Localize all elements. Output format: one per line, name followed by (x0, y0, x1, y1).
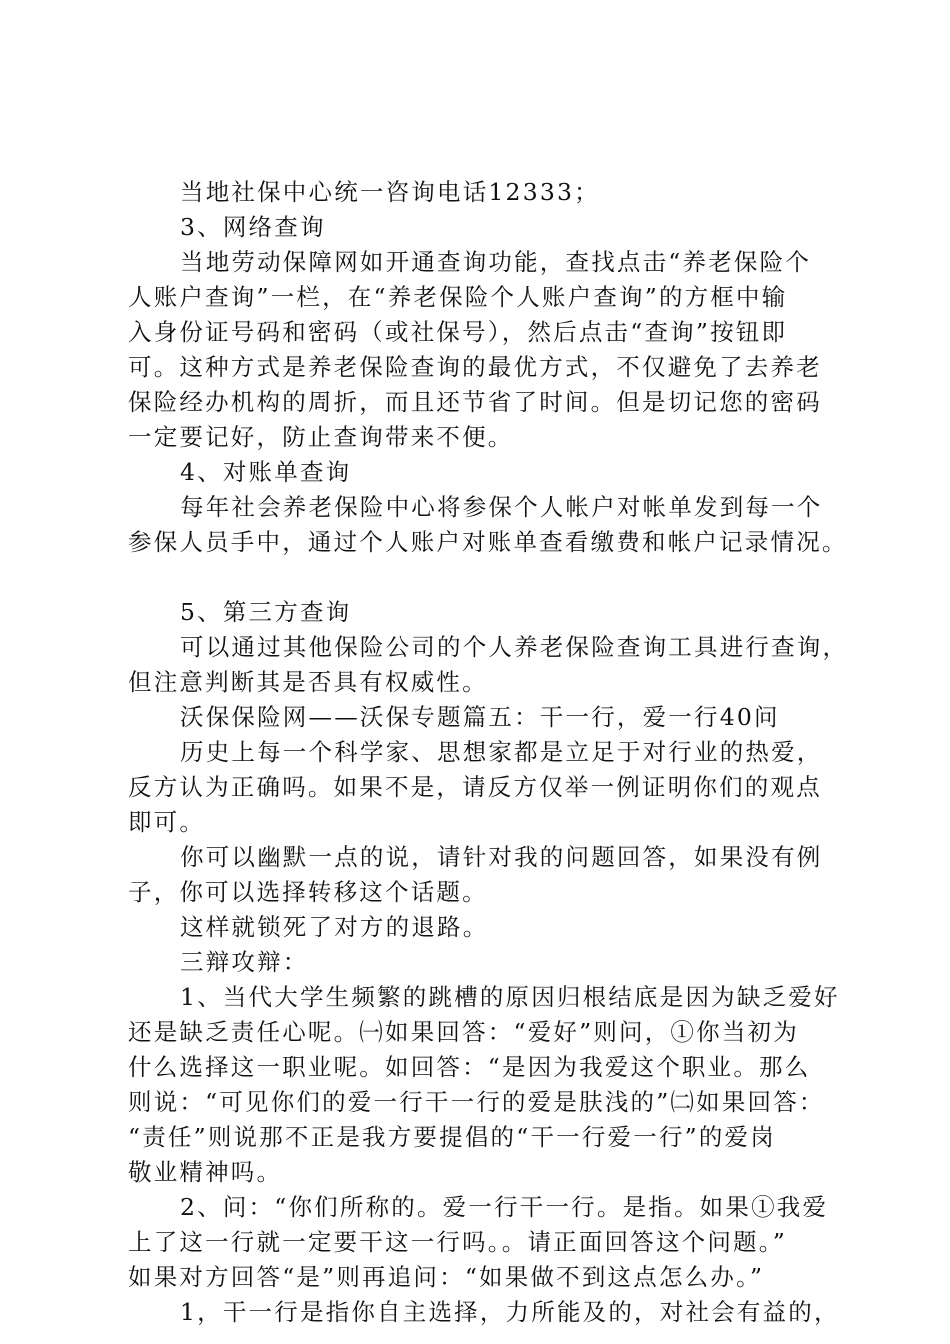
text-line: 可以通过其他保险公司的个人养老保险查询工具进行查询， (180, 633, 849, 661)
text-line: 则说：“可见你们的爱一行干一行的爱是肤浅的”㈡如果回答： (128, 1088, 825, 1116)
text-line: 沃保保险网——沃保专题篇五：干一行，爱一行40问 (180, 703, 780, 731)
text-line: 什么选择这一职业呢。如回答：“是因为我爱这个职业。那么 (128, 1053, 811, 1081)
text-line: “责任”则说那不正是我方要提倡的“干一行爱一行”的爱岗 (128, 1123, 776, 1151)
text-line: 上了这一行就一定要干这一行吗。。请正面回答这个问题。” (128, 1228, 787, 1256)
text-line: 当地劳动保障网如开通查询功能，查找点击“养老保险个 (180, 248, 812, 276)
text-line: 入身份证号码和密码（或社保号），然后点击“查询”按钮即 (128, 318, 788, 346)
text-line: 3、网络查询 (180, 213, 326, 241)
text-line: 1、当代大学生频繁的跳槽的原因归根结底是因为缺乏爱好 (180, 983, 840, 1011)
text-line: 三辩攻辩： (180, 948, 309, 976)
text-line: 保险经办机构的周折，而且还节省了时间。但是切记您的密码 (128, 388, 822, 416)
text-line: 人账户查询”一栏，在“养老保险个人账户查询”的方框中输 (128, 283, 788, 311)
document-body (128, 175, 848, 1330)
text-line: 2、问：“你们所称的。爱一行干一行。是指。如果①我爱 (180, 1193, 829, 1221)
text-line: 可。这种方式是养老保险查询的最优方式，不仅避免了去养老 (128, 353, 822, 381)
text-line: 子，你可以选择转移这个话题。 (128, 878, 488, 906)
text-line: 1，干一行是指你自主选择，力所能及的，对社会有益的， (180, 1298, 840, 1326)
text-line: 反方认为正确吗。如果不是，请反方仅举一例证明你们的观点 (128, 773, 822, 801)
text-line: 历史上每一个科学家、思想家都是立足于对行业的热爱， (180, 738, 823, 766)
text-line: 即可。 (128, 808, 206, 836)
text-line: 敬业精神吗。 (128, 1158, 283, 1186)
blank-line (128, 560, 848, 595)
text-line: 还是缺乏责任心呢。㈠如果回答：“爱好”则问，①你当初为 (128, 1018, 799, 1046)
text-line: 4、对账单查询 (180, 458, 352, 486)
text-line: 你可以幽默一点的说，请针对我的问题回答，如果没有例 (180, 843, 823, 871)
text-line: 每年社会养老保险中心将参保个人帐户对帐单发到每一个 (180, 493, 823, 521)
text-line: 这样就锁死了对方的退路。 (180, 913, 489, 941)
text-line: 一定要记好，防止查询带来不便。 (128, 423, 514, 451)
text-line: 当地社保中心统一咨询电话12333； (180, 178, 600, 206)
text-line: 但注意判断其是否具有权威性。 (128, 668, 488, 696)
text-line: 5、第三方查询 (180, 598, 352, 626)
text-line: 如果对方回答“是”则再追问：“如果做不到这点怎么办。” (128, 1263, 765, 1291)
text-line: 参保人员手中，通过个人账户对账单查看缴费和帐户记录情况。 (128, 528, 848, 556)
